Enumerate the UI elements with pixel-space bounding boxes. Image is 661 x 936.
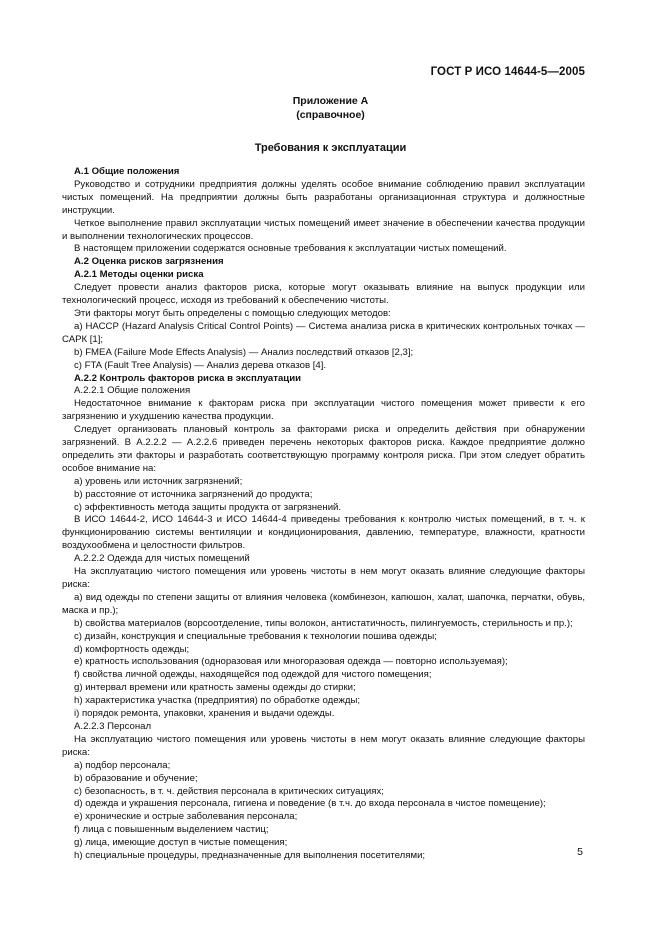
list-item: b) образование и обучение; [74, 772, 198, 784]
clause-heading: А.2.2.1 Общие положения [74, 385, 191, 397]
clause-heading: А.2.2.3 Персонал [74, 720, 152, 732]
paragraph: Эти факторы могут быть определены с помощью следующих методов: [74, 307, 391, 319]
list-item: а) подбор персонала; [74, 759, 171, 771]
section-heading: А.1 Общие положения [74, 166, 180, 177]
annex-heading [0, 94, 661, 122]
list-item: d) одежда и украшения персонала, гигиена и поведение (в т.ч. до входа персонала в чистое помещение); [74, 798, 546, 810]
list-item: b) FMEA (Failure Mode Effects Analysis) — Анализ последствий отказов [2,3]; [74, 346, 414, 358]
section-heading: А.2 Оценка рисков загрязнения [74, 256, 224, 268]
list-item: b) свойства материалов (ворсоотделение, типы волокон, антистатичность, пилингуемость, стерильность и пр.); [74, 617, 573, 629]
list-item: а) НАССР (Hazard Analysis Critical Control Points) — Система анализа риска в критических контрольных точках — САРК [1]; [62, 320, 585, 345]
annex-label: Приложение А [292, 95, 369, 107]
list-item: h) специальные процедуры, предназначенные для выполнения посетителями; [74, 850, 426, 862]
document-body [62, 166, 585, 863]
list-item: h) характеристика участка (предприятия) по обработке одежды; [74, 695, 361, 707]
page-number: 5 [577, 846, 583, 858]
list-item: е) кратность использования (одноразовая или многоразовая одежда — повторно используемая); [74, 656, 508, 668]
paragraph: На эксплуатацию чистого помещения или уровень чистоты в нем могут оказать влияние следующие факторы риска: [62, 733, 585, 758]
page-title: Требования к эксплуатации [254, 142, 407, 154]
subsection-heading: А.2.1 Методы оценки риска [74, 269, 204, 281]
clause-heading: А.2.2.2 Одежда для чистых помещений [74, 553, 250, 565]
list-item: b) расстояние от источника загрязнений до продукта; [74, 488, 313, 500]
list-item: i) порядок ремонта, упаковки, хранения и выдачи одежды. [74, 708, 335, 720]
list-item: е) хронические и острые заболевания персонала; [74, 811, 298, 823]
list-item: а) вид одежды по степени защиты от влияния человека (комбинезон, капюшон, халат, шапочка, перчатки, обувь, маска и пр.); [62, 591, 585, 616]
list-item: с) FTA (Fault Tree Analysis) — Анализ дерева отказов [4]. [74, 359, 327, 371]
list-item: g) интервал времени или кратность замены одежды до стирки; [74, 682, 356, 694]
paragraph: Следует провести анализ факторов риска, которые могут оказывать влияние на выпуск продукции или технологический процесс, исходя из требований к обеспечению чистоты. [62, 282, 585, 307]
list-item: с) дизайн, конструкция и специальные требования к технологии пошива одежды; [74, 630, 437, 642]
paragraph: Следует организовать плановый контроль за факторами риска и определить действия при обнаружении загрязнений. В А.2.2.2 — А.2.2.6 приведен перечень некоторых факторов риска. Каждое предприятие должно определить эти факторы и разработать соответствующую программу контроля риска. При этом следует обратить особое внимание на: [62, 424, 585, 474]
standard-designation: ГОСТ Р ИСО 14644-5—2005 [430, 66, 585, 78]
list-item: d) комфортность одежды; [74, 643, 190, 655]
list-item: с) безопасность, в т. ч. действия персонала в критических ситуациях; [74, 785, 384, 797]
paragraph: В ИСО 14644-2, ИСО 14644-3 и ИСО 14644-4 приведены требования к контролю чистых помещений, в т. ч. к функционированию системы вентиляции и кондиционирования, давлению, температуре, влажности, кратности воздухообмена и целостности фильтров. [62, 514, 585, 552]
subsection-heading: А.2.2 Контроль факторов риска в эксплуатации [74, 372, 301, 384]
paragraph: В настоящем приложении содержатся основные требования к эксплуатации чистых помещений. [74, 243, 507, 255]
paragraph: Четкое выполнение правил эксплуатации чистых помещений имеет значение в обеспечении качества продукции и выполнении технологических процессов. [62, 217, 585, 242]
list-item: f) свойства личной одежды, находящейся под одеждой для чистого помещения; [74, 669, 432, 681]
list-item: g) лица, имеющие доступ в чистые помещения; [74, 837, 288, 849]
paragraph: Руководство и сотрудники предприятия должны уделять особое внимание соблюдению правил эксплуатации чистых помещений. На предприятии должны быть разработаны организационная структура и должностные инструкции. [62, 178, 585, 216]
paragraph: Недостаточное внимание к факторам риска при эксплуатации чистого помещения может привести к его загрязнению и ухудшению качества продукции. [62, 398, 585, 423]
list-item: с) эффективность метода защиты продукта от загрязнений. [74, 501, 342, 513]
annex-type: (справочное) [296, 109, 365, 121]
list-item: f) лица с повышенным выделением частиц; [74, 824, 269, 836]
list-item: а) уровень или источник загрязнений; [74, 475, 243, 487]
paragraph: На эксплуатацию чистого помещения или уровень чистоты в нем могут оказать влияние следующие факторы риска: [62, 566, 585, 590]
